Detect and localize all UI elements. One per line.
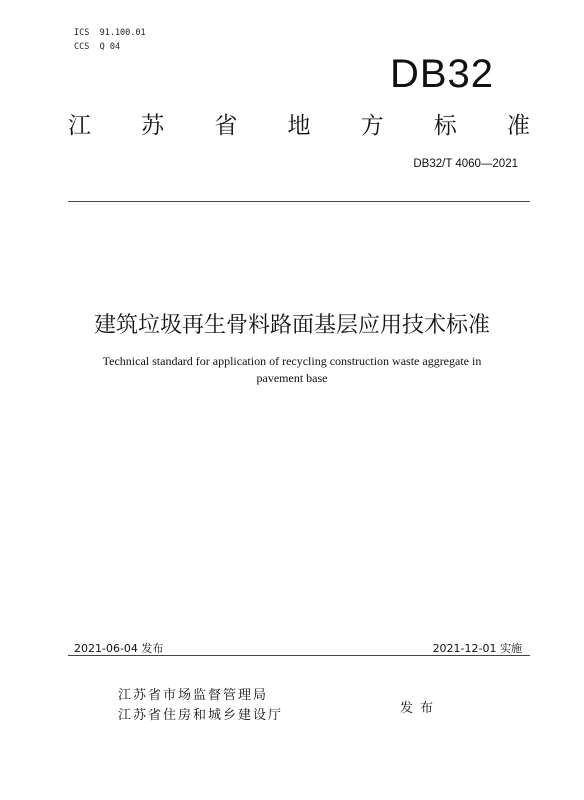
classification-codes <box>74 26 146 54</box>
standard-code-mark: DB32 <box>389 52 494 96</box>
document-title-chinese: 建筑垃圾再生骨料路面基层应用技术标准 <box>93 313 490 338</box>
bottom-divider <box>68 655 530 656</box>
title-english-line: pavement base <box>256 371 328 385</box>
standard-type-char: 准 <box>506 113 530 139</box>
ics-code: ICS 91.100.01 <box>74 28 146 38</box>
standard-type-char: 地 <box>287 113 311 139</box>
issuer-line: 江苏省住房和城乡建设厅 <box>118 708 284 723</box>
document-title-english <box>60 353 524 387</box>
issuer-line: 江苏省市场监督管理局 <box>118 688 269 703</box>
top-divider <box>68 201 530 202</box>
standard-type-char: 江 <box>68 113 91 139</box>
standard-type-heading <box>68 107 530 140</box>
ccs-code: CCS Q 04 <box>74 42 121 52</box>
title-english-line: Technical standard for application of recycling construction waste aggregate in <box>102 354 482 368</box>
implementation-date: 2021-12-01 实施 <box>432 642 522 655</box>
standard-number: DB32/T 4060—2021 <box>413 158 518 170</box>
standard-type-char: 方 <box>360 113 384 139</box>
standard-type-char: 标 <box>433 113 457 139</box>
standard-type-char: 省 <box>214 113 238 139</box>
issue-date: 2021-06-04 发布 <box>74 642 164 655</box>
standard-type-char: 苏 <box>141 113 165 139</box>
publish-label: 发布 <box>400 701 441 716</box>
issuing-authorities <box>118 686 283 726</box>
